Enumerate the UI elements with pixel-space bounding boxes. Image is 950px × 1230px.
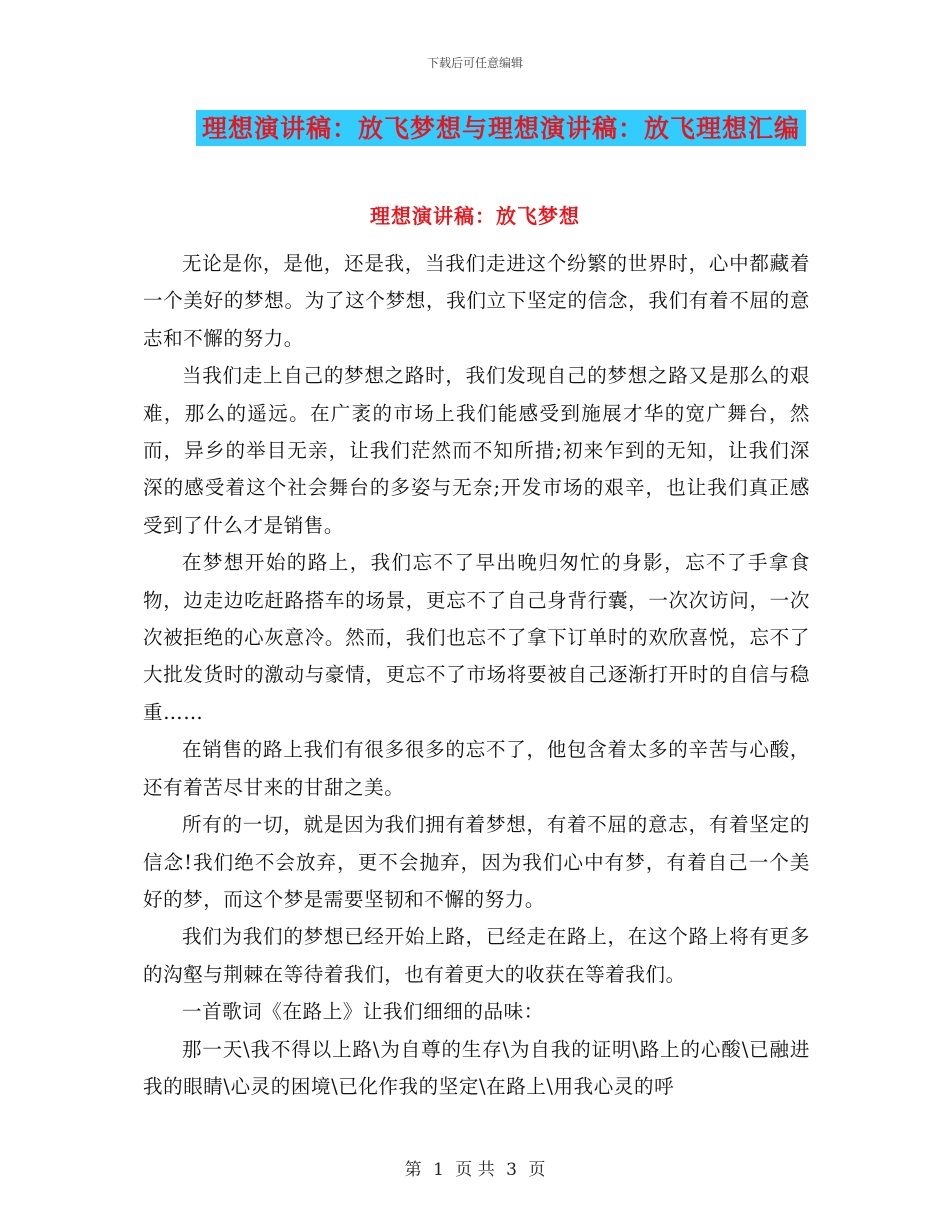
footer-prefix: 第 — [404, 1160, 422, 1180]
paragraph: 在梦想开始的路上，我们忘不了早出晚归匆忙的身影，忘不了手拿食物，边走边吃赶路搭车的场景，更忘不了自己身背行囊，一次次访问，一次次被拒绝的心灰意冷。然而，我们也忘不了拿下订单时的欢欣喜悦，忘不了大批发货时的激动与豪情，更忘不了市场将要被自己逐渐打开时的自信与稳重…… — [143, 551, 810, 724]
paragraph: 一首歌词《在路上》让我们细细的品味： — [182, 1000, 544, 1024]
footer-suffix: 页 — [528, 1160, 546, 1180]
paragraph: 那一天\我不得以上路\为自尊的生存\为自我的证明\路上的心酸\已融进我的眼睛\心灵的困境\已化作我的坚定\在路上\用我心灵的呼 — [143, 1037, 810, 1098]
paragraph: 当我们走上自己的梦想之路时，我们发现自己的梦想之路又是那么的艰难，那么的遥远。在广袤的市场上我们能感受到施展才华的宽广舞台，然而，异乡的举目无亲，让我们茫然而不知所措;初来乍到的无知，让我们深深的感受着这个社会舞台的多姿与无奈;开发市场的艰辛，也让我们真正感受到了什么才是销售。 — [143, 364, 810, 537]
paragraph: 所有的一切，就是因为我们拥有着梦想，有着不屈的意志，有着坚定的信念!我们绝不会放弃，更不会抛弃，因为我们心中有梦，有着自己一个美好的梦，而这个梦是需要坚韧和不懈的努力。 — [143, 813, 810, 911]
header-note: 下载后可任意编辑 — [426, 56, 523, 70]
body-text — [143, 245, 810, 1105]
page-footer — [0, 1155, 950, 1180]
total-page-count: 3 — [506, 1160, 517, 1180]
paragraph: 在销售的路上我们有很多很多的忘不了，他包含着太多的辛苦与心酸，还有着苦尽甘来的甘甜之美。 — [143, 738, 810, 799]
current-page-number: 1 — [433, 1160, 444, 1180]
section-title: 理想演讲稿：放飞梦想 — [370, 204, 580, 228]
document-title-container — [0, 110, 950, 146]
paragraph: 我们为我们的梦想已经开始上路，已经走在路上，在这个路上将有更多的沟壑与荆棘在等待着我们，也有着更大的收获在等着我们。 — [143, 925, 810, 986]
document-title: 理想演讲稿：放飞梦想与理想演讲稿：放飞理想汇编 — [196, 110, 806, 146]
footer-middle: 页 共 — [455, 1160, 495, 1180]
paragraph: 无论是你，是他，还是我，当我们走进这个纷繁的世界时，心中都藏着一个美好的梦想。为了这个梦想，我们立下坚定的信念，我们有着不屈的意志和不懈的努力。 — [143, 252, 810, 350]
